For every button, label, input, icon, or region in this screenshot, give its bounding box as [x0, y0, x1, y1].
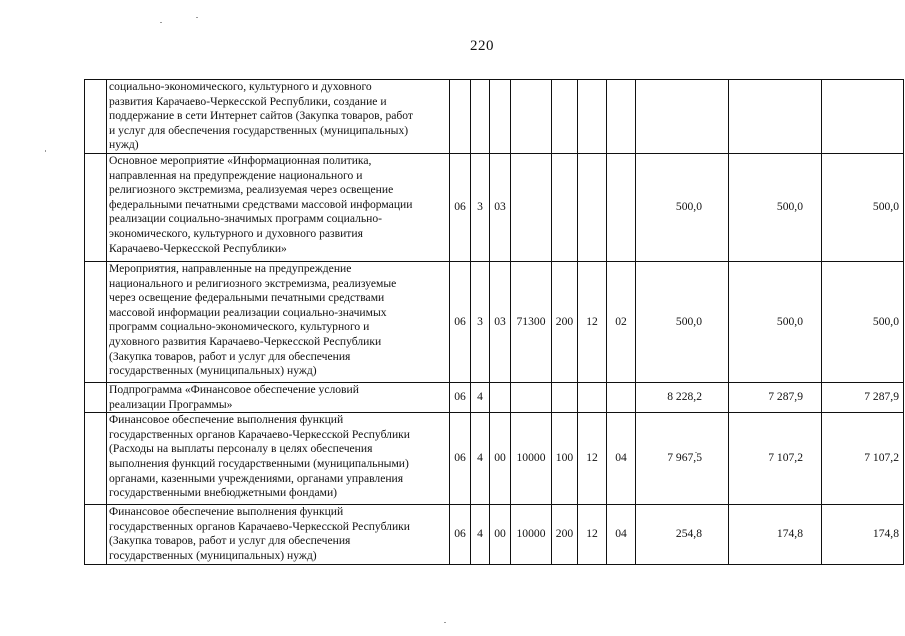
- expense-type-cell: [552, 153, 578, 261]
- expense-name-line: реализации социально-значимых программ социально-: [109, 212, 383, 226]
- amount-year-3-cell: 500,0: [822, 153, 904, 261]
- direction-code-cell: [511, 382, 552, 412]
- section-cell: 12: [578, 505, 607, 564]
- amount-year-1-cell: 7 967,5: [636, 413, 729, 505]
- expense-name-line: и услуг для обеспечения государственных (муниципальных): [109, 123, 409, 137]
- amount-year-1-cell: 8 228,2: [636, 382, 729, 412]
- main-measure-code-cell: [490, 80, 511, 154]
- main-measure-code-cell: 03: [490, 153, 511, 261]
- table-row: [85, 382, 904, 412]
- amount-year-2-cell: 7 287,9: [729, 382, 822, 412]
- expense-name-line: (Закупка товаров, работ и услуг для обеспечения: [109, 534, 351, 548]
- direction-code-cell: 71300: [511, 261, 552, 382]
- subsection-cell: [607, 153, 636, 261]
- expense-name-cell: [107, 80, 450, 154]
- subprogram-code-cell: [471, 80, 490, 154]
- amount-year-2-cell: [729, 80, 822, 154]
- amount-year-3-cell: 7 287,9: [822, 382, 904, 412]
- expense-name-line: поддержание в сети Интернет сайтов (Закупка товаров, работ: [109, 109, 413, 123]
- expense-name-line: государственных органов Карачаево-Черкесской Республики: [109, 427, 411, 441]
- expense-name-line: (Расходы на выплаты персоналу в целях обеспечения: [109, 442, 373, 456]
- amount-year-3-cell: 174,8: [822, 505, 904, 564]
- section-cell: 12: [578, 413, 607, 505]
- expense-name-line: (Закупка товаров, работ и услуг для обеспечения: [109, 349, 351, 363]
- expense-name-line: программ социально-экономического, культурного и: [109, 320, 370, 334]
- expense-type-cell: 200: [552, 261, 578, 382]
- margin-cell: [85, 382, 107, 412]
- expense-name-line: государственных органов Карачаево-Черкесской Республики: [109, 519, 411, 533]
- amount-year-1-cell: 254,8: [636, 505, 729, 564]
- expense-name-line: развития Карачаево-Черкесской Республики, создание и: [109, 94, 387, 108]
- budget-table: [84, 79, 904, 565]
- program-code-cell: [450, 80, 471, 154]
- direction-code-cell: [511, 80, 552, 154]
- expense-name-line: государственных (муниципальных) нужд): [109, 548, 317, 562]
- expense-name-cell: [107, 261, 450, 382]
- subsection-cell: [607, 80, 636, 154]
- program-code-cell: 06: [450, 413, 471, 505]
- table-row: [85, 153, 904, 261]
- expense-name-line: Карачаево-Черкесской Республики»: [109, 241, 287, 255]
- amount-year-2-cell: 174,8: [729, 505, 822, 564]
- expense-name-cell: [107, 382, 450, 412]
- scan-speck: [45, 150, 46, 152]
- scan-speck: [196, 17, 198, 18]
- expense-name-line: федеральными печатными средствами массовой информации: [109, 197, 413, 211]
- margin-cell: [85, 80, 107, 154]
- expense-name-line: через освещение федеральными печатными средствами: [109, 291, 385, 305]
- expense-name-line: экономического, культурного и духовного развития: [109, 226, 363, 240]
- section-cell: [578, 153, 607, 261]
- expense-type-cell: 100: [552, 413, 578, 505]
- expense-name-line: Финансовое обеспечение выполнения функций: [109, 505, 344, 519]
- expense-name-line: нужд): [109, 138, 139, 152]
- amount-year-2-cell: 500,0: [729, 153, 822, 261]
- subprogram-code-cell: 3: [471, 153, 490, 261]
- program-code-cell: 06: [450, 153, 471, 261]
- scan-speck: [444, 622, 446, 623]
- table-row: [85, 505, 904, 564]
- expense-name-line: государственными внебюджетными фондами): [109, 486, 338, 500]
- expense-name-line: духовного развития Карачаево-Черкесской Республики: [109, 334, 382, 348]
- margin-cell: [85, 505, 107, 564]
- subsection-cell: 02: [607, 261, 636, 382]
- amount-year-3-cell: [822, 80, 904, 154]
- direction-code-cell: 10000: [511, 505, 552, 564]
- table-row: [85, 261, 904, 382]
- expense-name-line: Мероприятия, направленные на предупреждение: [109, 261, 352, 275]
- subprogram-code-cell: 4: [471, 413, 490, 505]
- scan-speck: [160, 22, 162, 23]
- amount-year-2-cell: 7 107,2: [729, 413, 822, 505]
- expense-name-line: Подпрограмма «Финансовое обеспечение условий: [109, 382, 359, 396]
- subprogram-code-cell: 4: [471, 505, 490, 564]
- section-cell: [578, 382, 607, 412]
- amount-year-1-cell: 500,0: [636, 153, 729, 261]
- subprogram-code-cell: 3: [471, 261, 490, 382]
- amount-year-1-cell: [636, 80, 729, 154]
- expense-name-line: массовой информации реализации социально-значимых: [109, 305, 387, 319]
- program-code-cell: 06: [450, 505, 471, 564]
- subsection-cell: [607, 382, 636, 412]
- expense-type-cell: [552, 80, 578, 154]
- expense-name-cell: [107, 505, 450, 564]
- expense-name-line: реализации Программы»: [109, 397, 233, 411]
- expense-type-cell: 200: [552, 505, 578, 564]
- margin-cell: [85, 413, 107, 505]
- main-measure-code-cell: 03: [490, 261, 511, 382]
- section-cell: [578, 80, 607, 154]
- subsection-cell: 04: [607, 505, 636, 564]
- margin-cell: [85, 153, 107, 261]
- program-code-cell: 06: [450, 382, 471, 412]
- table-row: [85, 413, 904, 505]
- amount-year-2-cell: 500,0: [729, 261, 822, 382]
- program-code-cell: 06: [450, 261, 471, 382]
- expense-name-line: государственных (муниципальных) нужд): [109, 364, 317, 378]
- expense-name-line: выполнения функций государственными (муниципальными): [109, 456, 409, 470]
- section-cell: 12: [578, 261, 607, 382]
- expense-name-cell: [107, 413, 450, 505]
- expense-name-cell: [107, 153, 450, 261]
- main-measure-code-cell: [490, 382, 511, 412]
- main-measure-code-cell: 00: [490, 413, 511, 505]
- expense-name-line: направленная на предупреждение национального и: [109, 168, 363, 182]
- expense-name-line: социально-экономического, культурного и духовного: [109, 80, 372, 93]
- expense-name-line: религиозного экстремизма, реализуемая через освещение: [109, 183, 394, 197]
- direction-code-cell: [511, 153, 552, 261]
- amount-year-1-cell: 500,0: [636, 261, 729, 382]
- main-measure-code-cell: 00: [490, 505, 511, 564]
- expense-name-line: Финансовое обеспечение выполнения функций: [109, 413, 344, 427]
- subsection-cell: 04: [607, 413, 636, 505]
- amount-year-3-cell: 7 107,2: [822, 413, 904, 505]
- margin-cell: [85, 261, 107, 382]
- page-number: 220: [470, 38, 494, 54]
- expense-name-line: национального и религиозного экстремизма, реализуемые: [109, 276, 397, 290]
- amount-year-3-cell: 500,0: [822, 261, 904, 382]
- expense-type-cell: [552, 382, 578, 412]
- direction-code-cell: 10000: [511, 413, 552, 505]
- subprogram-code-cell: 4: [471, 382, 490, 412]
- table-row: [85, 80, 904, 154]
- expense-name-line: Основное мероприятие «Информационная политика,: [109, 153, 372, 167]
- expense-name-line: органами, казенными учреждениями, органами управления: [109, 471, 404, 485]
